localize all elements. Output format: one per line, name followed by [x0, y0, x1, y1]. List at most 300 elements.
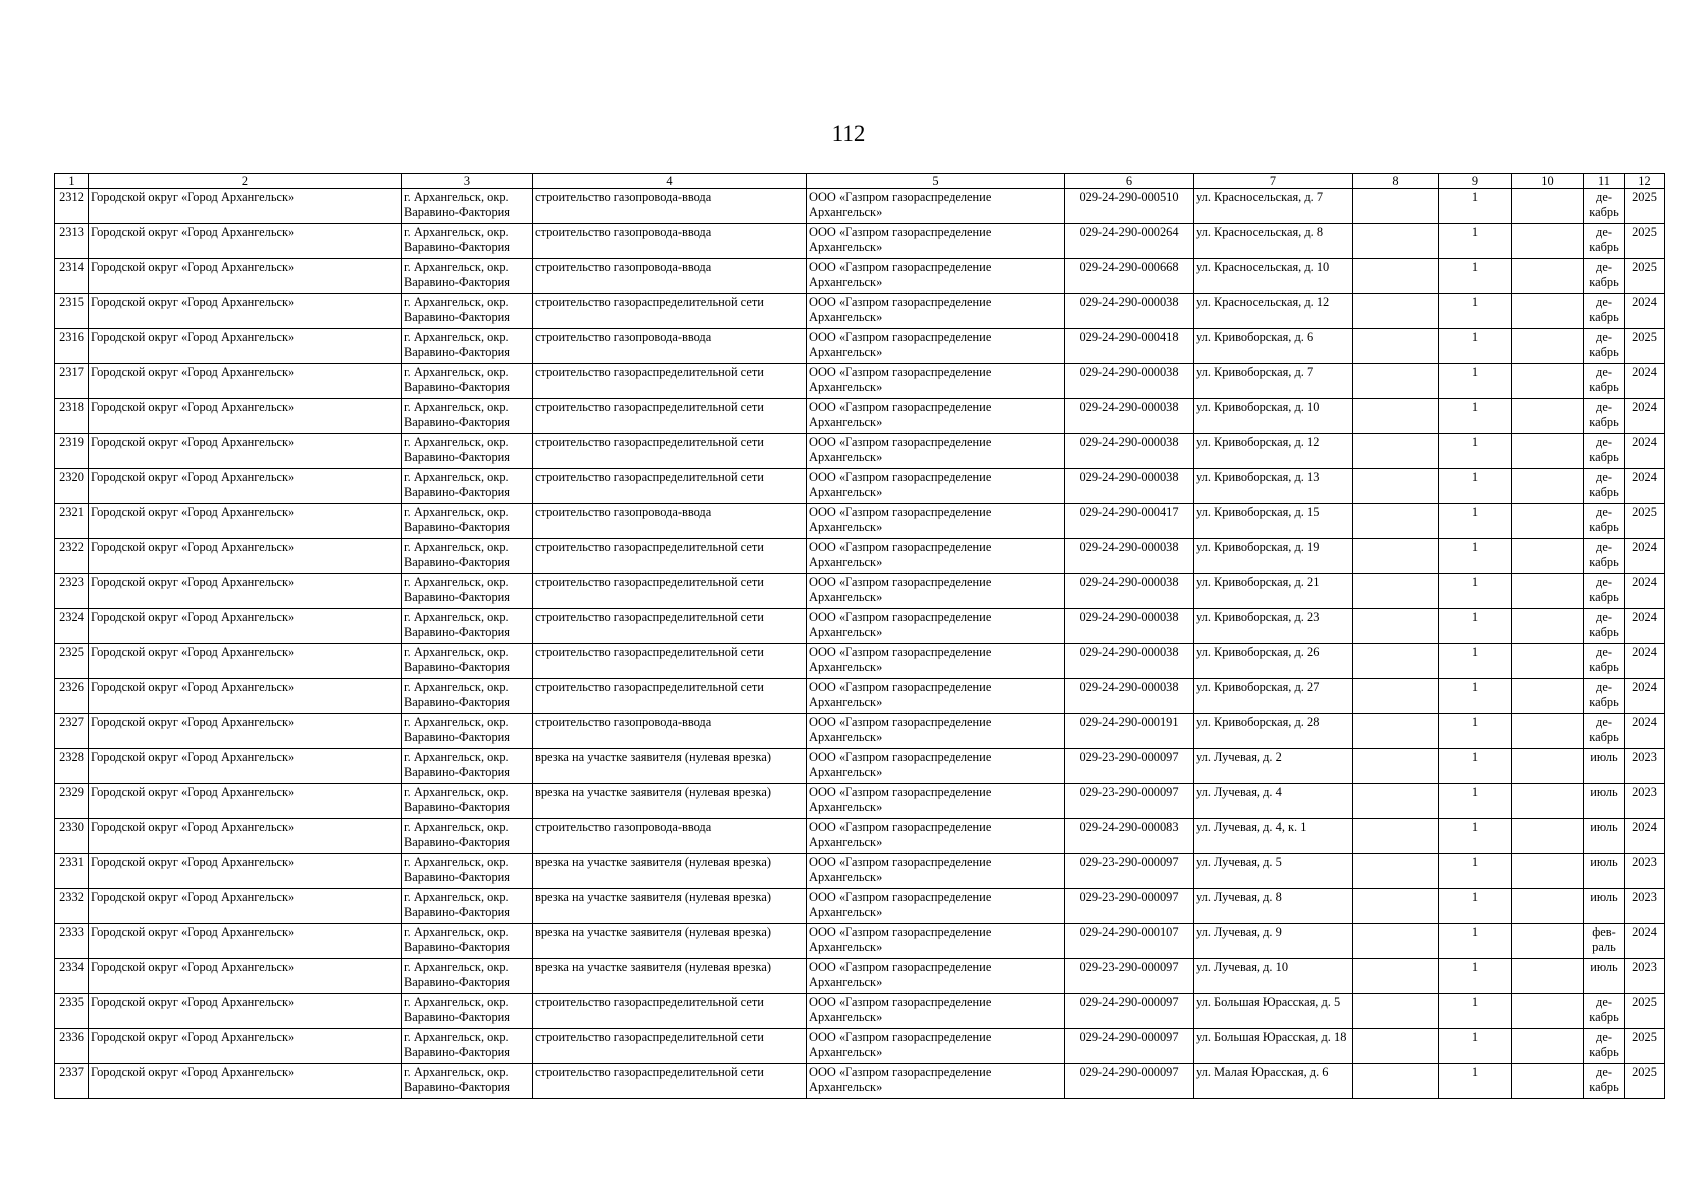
quantity-cell: 1: [1439, 749, 1512, 784]
address-cell: ул. Кривоборская, д. 15: [1194, 504, 1353, 539]
address-cell: ул. Лучевая, д. 4: [1194, 784, 1353, 819]
program-code-cell: 029-24-290-000083: [1065, 819, 1194, 854]
work-type-cell: строительство газораспределительной сети: [533, 609, 807, 644]
table-row: [55, 469, 1665, 504]
month-cell: де-кабрь: [1584, 679, 1625, 714]
location-cell: г. Архангельск, окр. Варавино-Фактория: [402, 434, 533, 469]
organization-cell: ООО «Газпром газораспределение Архангельск»: [807, 224, 1065, 259]
year-cell: 2023: [1625, 889, 1665, 924]
program-code-cell: 029-24-290-000038: [1065, 469, 1194, 504]
location-cell: г. Архангельск, окр. Варавино-Фактория: [402, 749, 533, 784]
column-8-cell: [1353, 539, 1439, 574]
table-body: [55, 174, 1665, 1099]
table-row: [55, 994, 1665, 1029]
year-cell: 2024: [1625, 924, 1665, 959]
program-code-cell: 029-23-290-000097: [1065, 889, 1194, 924]
row-number: 2327: [55, 714, 89, 749]
municipality-cell: Городской округ «Город Архангельск»: [89, 574, 402, 609]
row-number: 2318: [55, 399, 89, 434]
month-cell: фев-раль: [1584, 924, 1625, 959]
row-number: 2320: [55, 469, 89, 504]
column-8-cell: [1353, 469, 1439, 504]
year-cell: 2024: [1625, 679, 1665, 714]
municipality-cell: Городской округ «Город Архангельск»: [89, 469, 402, 504]
column-8-cell: [1353, 399, 1439, 434]
organization-cell: ООО «Газпром газораспределение Архангельск»: [807, 854, 1065, 889]
row-number: 2337: [55, 1064, 89, 1099]
municipality-cell: Городской округ «Город Архангельск»: [89, 329, 402, 364]
year-cell: 2025: [1625, 504, 1665, 539]
work-type-cell: строительство газораспределительной сети: [533, 399, 807, 434]
address-cell: ул. Красносельская, д. 12: [1194, 294, 1353, 329]
row-number: 2314: [55, 259, 89, 294]
month-cell: июль: [1584, 854, 1625, 889]
organization-cell: ООО «Газпром газораспределение Архангельск»: [807, 924, 1065, 959]
column-10-cell: [1512, 399, 1584, 434]
year-cell: 2024: [1625, 819, 1665, 854]
address-cell: ул. Лучевая, д. 8: [1194, 889, 1353, 924]
organization-cell: ООО «Газпром газораспределение Архангельск»: [807, 434, 1065, 469]
program-code-cell: 029-24-290-000038: [1065, 539, 1194, 574]
page-number: 112: [831, 121, 866, 146]
municipality-cell: Городской округ «Город Архангельск»: [89, 294, 402, 329]
program-code-cell: 029-24-290-000038: [1065, 574, 1194, 609]
column-10-cell: [1512, 784, 1584, 819]
column-10-cell: [1512, 259, 1584, 294]
column-10-cell: [1512, 714, 1584, 749]
column-8-cell: [1353, 1029, 1439, 1064]
table-row: [55, 644, 1665, 679]
column-10-cell: [1512, 854, 1584, 889]
program-code-cell: 029-24-290-000038: [1065, 679, 1194, 714]
work-type-cell: строительство газопровода-ввода: [533, 504, 807, 539]
organization-cell: ООО «Газпром газораспределение Архангельск»: [807, 1064, 1065, 1099]
row-number: 2331: [55, 854, 89, 889]
column-10-cell: [1512, 889, 1584, 924]
location-cell: г. Архангельск, окр. Варавино-Фактория: [402, 189, 533, 224]
column-8-cell: [1353, 574, 1439, 609]
column-8-cell: [1353, 294, 1439, 329]
address-cell: ул. Большая Юрасская, д. 5: [1194, 994, 1353, 1029]
location-cell: г. Архангельск, окр. Варавино-Фактория: [402, 224, 533, 259]
organization-cell: ООО «Газпром газораспределение Архангельск»: [807, 609, 1065, 644]
column-8-cell: [1353, 854, 1439, 889]
quantity-cell: 1: [1439, 434, 1512, 469]
address-cell: ул. Большая Юрасская, д. 18: [1194, 1029, 1353, 1064]
work-type-cell: врезка на участке заявителя (нулевая врезка): [533, 784, 807, 819]
row-number: 2315: [55, 294, 89, 329]
location-cell: г. Архангельск, окр. Варавино-Фактория: [402, 1064, 533, 1099]
municipality-cell: Городской округ «Город Архангельск»: [89, 189, 402, 224]
location-cell: г. Архангельск, окр. Варавино-Фактория: [402, 644, 533, 679]
organization-cell: ООО «Газпром газораспределение Архангельск»: [807, 364, 1065, 399]
column-8-cell: [1353, 224, 1439, 259]
table-row: [55, 819, 1665, 854]
column-number: 1: [55, 174, 89, 189]
work-type-cell: строительство газораспределительной сети: [533, 364, 807, 399]
column-10-cell: [1512, 364, 1584, 399]
table-row: [55, 959, 1665, 994]
municipality-cell: Городской округ «Город Архангельск»: [89, 364, 402, 399]
row-number: 2334: [55, 959, 89, 994]
column-number: 10: [1512, 174, 1584, 189]
location-cell: г. Архангельск, окр. Варавино-Фактория: [402, 679, 533, 714]
column-number: 6: [1065, 174, 1194, 189]
row-number: 2336: [55, 1029, 89, 1064]
column-10-cell: [1512, 749, 1584, 784]
organization-cell: ООО «Газпром газораспределение Архангельск»: [807, 644, 1065, 679]
column-10-cell: [1512, 469, 1584, 504]
month-cell: июль: [1584, 819, 1625, 854]
program-code-cell: 029-23-290-000097: [1065, 854, 1194, 889]
month-cell: де-кабрь: [1584, 714, 1625, 749]
column-8-cell: [1353, 504, 1439, 539]
work-type-cell: строительство газопровода-ввода: [533, 819, 807, 854]
work-type-cell: строительство газопровода-ввода: [533, 714, 807, 749]
table-row: [55, 924, 1665, 959]
work-type-cell: строительство газопровода-ввода: [533, 224, 807, 259]
address-cell: ул. Кривоборская, д. 7: [1194, 364, 1353, 399]
organization-cell: ООО «Газпром газораспределение Архангельск»: [807, 539, 1065, 574]
address-cell: ул. Кривоборская, д. 10: [1194, 399, 1353, 434]
register-table: [54, 173, 1665, 1099]
municipality-cell: Городской округ «Город Архангельск»: [89, 399, 402, 434]
month-cell: де-кабрь: [1584, 364, 1625, 399]
location-cell: г. Архангельск, окр. Варавино-Фактория: [402, 574, 533, 609]
location-cell: г. Архангельск, окр. Варавино-Фактория: [402, 784, 533, 819]
organization-cell: ООО «Газпром газораспределение Архангельск»: [807, 574, 1065, 609]
work-type-cell: строительство газопровода-ввода: [533, 189, 807, 224]
column-8-cell: [1353, 189, 1439, 224]
column-number: 12: [1625, 174, 1665, 189]
year-cell: 2025: [1625, 224, 1665, 259]
work-type-cell: строительство газораспределительной сети: [533, 469, 807, 504]
table-row: [55, 259, 1665, 294]
row-number: 2323: [55, 574, 89, 609]
municipality-cell: Городской округ «Город Архангельск»: [89, 784, 402, 819]
quantity-cell: 1: [1439, 714, 1512, 749]
address-cell: ул. Красносельская, д. 7: [1194, 189, 1353, 224]
column-8-cell: [1353, 784, 1439, 819]
month-cell: де-кабрь: [1584, 294, 1625, 329]
column-8-cell: [1353, 924, 1439, 959]
organization-cell: ООО «Газпром газораспределение Архангельск»: [807, 294, 1065, 329]
program-code-cell: 029-24-290-000191: [1065, 714, 1194, 749]
quantity-cell: 1: [1439, 469, 1512, 504]
location-cell: г. Архангельск, окр. Варавино-Фактория: [402, 329, 533, 364]
row-number: 2321: [55, 504, 89, 539]
quantity-cell: 1: [1439, 889, 1512, 924]
quantity-cell: 1: [1439, 1064, 1512, 1099]
location-cell: г. Архангельск, окр. Варавино-Фактория: [402, 1029, 533, 1064]
municipality-cell: Городской округ «Город Архангельск»: [89, 224, 402, 259]
column-10-cell: [1512, 644, 1584, 679]
work-type-cell: врезка на участке заявителя (нулевая врезка): [533, 854, 807, 889]
address-cell: ул. Кривоборская, д. 27: [1194, 679, 1353, 714]
organization-cell: ООО «Газпром газораспределение Архангельск»: [807, 679, 1065, 714]
quantity-cell: 1: [1439, 504, 1512, 539]
location-cell: г. Архангельск, окр. Варавино-Фактория: [402, 259, 533, 294]
column-10-cell: [1512, 574, 1584, 609]
column-10-cell: [1512, 224, 1584, 259]
row-number: 2326: [55, 679, 89, 714]
work-type-cell: строительство газораспределительной сети: [533, 1064, 807, 1099]
program-code-cell: 029-24-290-000038: [1065, 644, 1194, 679]
municipality-cell: Городской округ «Город Архангельск»: [89, 259, 402, 294]
column-8-cell: [1353, 959, 1439, 994]
column-8-cell: [1353, 714, 1439, 749]
column-8-cell: [1353, 609, 1439, 644]
program-code-cell: 029-24-290-000038: [1065, 399, 1194, 434]
month-cell: де-кабрь: [1584, 329, 1625, 364]
year-cell: 2024: [1625, 399, 1665, 434]
location-cell: г. Архангельск, окр. Варавино-Фактория: [402, 924, 533, 959]
quantity-cell: 1: [1439, 784, 1512, 819]
quantity-cell: 1: [1439, 994, 1512, 1029]
address-cell: ул. Красносельская, д. 10: [1194, 259, 1353, 294]
municipality-cell: Городской округ «Город Архангельск»: [89, 539, 402, 574]
column-number: 11: [1584, 174, 1625, 189]
table-row: [55, 189, 1665, 224]
column-10-cell: [1512, 539, 1584, 574]
column-8-cell: [1353, 749, 1439, 784]
column-number: 3: [402, 174, 533, 189]
address-cell: ул. Кривоборская, д. 13: [1194, 469, 1353, 504]
organization-cell: ООО «Газпром газораспределение Архангельск»: [807, 819, 1065, 854]
program-code-cell: 029-24-290-000038: [1065, 364, 1194, 399]
table-row: [55, 539, 1665, 574]
row-number: 2328: [55, 749, 89, 784]
municipality-cell: Городской округ «Город Архангельск»: [89, 644, 402, 679]
table-row: [55, 434, 1665, 469]
municipality-cell: Городской округ «Город Архангельск»: [89, 924, 402, 959]
work-type-cell: врезка на участке заявителя (нулевая врезка): [533, 959, 807, 994]
location-cell: г. Архангельск, окр. Варавино-Фактория: [402, 364, 533, 399]
month-cell: де-кабрь: [1584, 539, 1625, 574]
organization-cell: ООО «Газпром газораспределение Архангельск»: [807, 189, 1065, 224]
work-type-cell: строительство газораспределительной сети: [533, 539, 807, 574]
location-cell: г. Архангельск, окр. Варавино-Фактория: [402, 889, 533, 924]
municipality-cell: Городской округ «Город Архангельск»: [89, 994, 402, 1029]
row-number: 2333: [55, 924, 89, 959]
work-type-cell: строительство газораспределительной сети: [533, 644, 807, 679]
organization-cell: ООО «Газпром газораспределение Архангельск»: [807, 784, 1065, 819]
month-cell: июль: [1584, 784, 1625, 819]
row-number: 2324: [55, 609, 89, 644]
address-cell: ул. Кривоборская, д. 19: [1194, 539, 1353, 574]
row-number: 2316: [55, 329, 89, 364]
address-cell: ул. Кривоборская, д. 12: [1194, 434, 1353, 469]
column-10-cell: [1512, 679, 1584, 714]
row-number: 2332: [55, 889, 89, 924]
month-cell: де-кабрь: [1584, 259, 1625, 294]
month-cell: июль: [1584, 749, 1625, 784]
quantity-cell: 1: [1439, 294, 1512, 329]
location-cell: г. Архангельск, окр. Варавино-Фактория: [402, 609, 533, 644]
year-cell: 2025: [1625, 994, 1665, 1029]
address-cell: ул. Красносельская, д. 8: [1194, 224, 1353, 259]
month-cell: де-кабрь: [1584, 469, 1625, 504]
work-type-cell: строительство газораспределительной сети: [533, 574, 807, 609]
municipality-cell: Городской округ «Город Архангельск»: [89, 504, 402, 539]
table-row: [55, 399, 1665, 434]
year-cell: 2025: [1625, 189, 1665, 224]
location-cell: г. Архангельск, окр. Варавино-Фактория: [402, 294, 533, 329]
month-cell: де-кабрь: [1584, 434, 1625, 469]
table-row: [55, 609, 1665, 644]
column-10-cell: [1512, 819, 1584, 854]
month-cell: де-кабрь: [1584, 1029, 1625, 1064]
organization-cell: ООО «Газпром газораспределение Архангельск»: [807, 889, 1065, 924]
work-type-cell: строительство газораспределительной сети: [533, 994, 807, 1029]
municipality-cell: Городской округ «Город Архангельск»: [89, 714, 402, 749]
column-10-cell: [1512, 994, 1584, 1029]
program-code-cell: 029-24-290-000097: [1065, 1064, 1194, 1099]
column-10-cell: [1512, 329, 1584, 364]
quantity-cell: 1: [1439, 854, 1512, 889]
address-cell: ул. Малая Юрасская, д. 6: [1194, 1064, 1353, 1099]
table-row: [55, 574, 1665, 609]
table-row: [55, 1064, 1665, 1099]
work-type-cell: строительство газораспределительной сети: [533, 679, 807, 714]
table-row: [55, 889, 1665, 924]
column-8-cell: [1353, 644, 1439, 679]
location-cell: г. Архангельск, окр. Варавино-Фактория: [402, 854, 533, 889]
row-number: 2335: [55, 994, 89, 1029]
row-number: 2317: [55, 364, 89, 399]
column-number: 7: [1194, 174, 1353, 189]
column-8-cell: [1353, 1064, 1439, 1099]
month-cell: июль: [1584, 889, 1625, 924]
row-number: 2313: [55, 224, 89, 259]
address-cell: ул. Лучевая, д. 4, к. 1: [1194, 819, 1353, 854]
year-cell: 2024: [1625, 574, 1665, 609]
organization-cell: ООО «Газпром газораспределение Архангельск»: [807, 1029, 1065, 1064]
municipality-cell: Городской округ «Город Архангельск»: [89, 854, 402, 889]
year-cell: 2024: [1625, 364, 1665, 399]
column-10-cell: [1512, 504, 1584, 539]
municipality-cell: Городской округ «Город Архангельск»: [89, 679, 402, 714]
organization-cell: ООО «Газпром газораспределение Архангельск»: [807, 399, 1065, 434]
work-type-cell: врезка на участке заявителя (нулевая врезка): [533, 889, 807, 924]
column-10-cell: [1512, 189, 1584, 224]
column-number: 9: [1439, 174, 1512, 189]
municipality-cell: Городской округ «Город Архангельск»: [89, 749, 402, 784]
program-code-cell: 029-24-290-000418: [1065, 329, 1194, 364]
column-8-cell: [1353, 679, 1439, 714]
work-type-cell: врезка на участке заявителя (нулевая врезка): [533, 924, 807, 959]
location-cell: г. Архангельск, окр. Варавино-Фактория: [402, 469, 533, 504]
column-8-cell: [1353, 819, 1439, 854]
column-10-cell: [1512, 609, 1584, 644]
organization-cell: ООО «Газпром газораспределение Архангельск»: [807, 259, 1065, 294]
address-cell: ул. Лучевая, д. 10: [1194, 959, 1353, 994]
program-code-cell: 029-23-290-000097: [1065, 784, 1194, 819]
address-cell: ул. Лучевая, д. 5: [1194, 854, 1353, 889]
column-10-cell: [1512, 924, 1584, 959]
municipality-cell: Городской округ «Город Архангельск»: [89, 959, 402, 994]
month-cell: де-кабрь: [1584, 399, 1625, 434]
quantity-cell: 1: [1439, 959, 1512, 994]
year-cell: 2024: [1625, 294, 1665, 329]
table-row: [55, 224, 1665, 259]
quantity-cell: 1: [1439, 679, 1512, 714]
table-row: [55, 1029, 1665, 1064]
month-cell: де-кабрь: [1584, 644, 1625, 679]
quantity-cell: 1: [1439, 574, 1512, 609]
program-code-cell: 029-23-290-000097: [1065, 959, 1194, 994]
address-cell: ул. Лучевая, д. 2: [1194, 749, 1353, 784]
column-10-cell: [1512, 1029, 1584, 1064]
row-number: 2330: [55, 819, 89, 854]
program-code-cell: 029-24-290-000097: [1065, 1029, 1194, 1064]
work-type-cell: врезка на участке заявителя (нулевая врезка): [533, 749, 807, 784]
organization-cell: ООО «Газпром газораспределение Архангельск»: [807, 959, 1065, 994]
table-row: [55, 364, 1665, 399]
year-cell: 2023: [1625, 784, 1665, 819]
row-number: 2322: [55, 539, 89, 574]
municipality-cell: Городской округ «Город Архангельск»: [89, 434, 402, 469]
work-type-cell: строительство газораспределительной сети: [533, 434, 807, 469]
quantity-cell: 1: [1439, 539, 1512, 574]
organization-cell: ООО «Газпром газораспределение Архангельск»: [807, 994, 1065, 1029]
program-code-cell: 029-24-290-000510: [1065, 189, 1194, 224]
location-cell: г. Архангельск, окр. Варавино-Фактория: [402, 994, 533, 1029]
program-code-cell: 029-24-290-000038: [1065, 434, 1194, 469]
location-cell: г. Архангельск, окр. Варавино-Фактория: [402, 819, 533, 854]
table-row: [55, 679, 1665, 714]
row-number: 2312: [55, 189, 89, 224]
column-number: 8: [1353, 174, 1439, 189]
quantity-cell: 1: [1439, 224, 1512, 259]
column-number: 5: [807, 174, 1065, 189]
year-cell: 2024: [1625, 714, 1665, 749]
month-cell: де-кабрь: [1584, 224, 1625, 259]
row-number: 2325: [55, 644, 89, 679]
column-number: 2: [89, 174, 402, 189]
year-cell: 2024: [1625, 644, 1665, 679]
work-type-cell: строительство газораспределительной сети: [533, 294, 807, 329]
quantity-cell: 1: [1439, 189, 1512, 224]
program-code-cell: 029-24-290-000097: [1065, 994, 1194, 1029]
quantity-cell: 1: [1439, 1029, 1512, 1064]
program-code-cell: 029-24-290-000107: [1065, 924, 1194, 959]
month-cell: де-кабрь: [1584, 189, 1625, 224]
location-cell: г. Архангельск, окр. Варавино-Фактория: [402, 959, 533, 994]
year-cell: 2023: [1625, 854, 1665, 889]
quantity-cell: 1: [1439, 364, 1512, 399]
organization-cell: ООО «Газпром газораспределение Архангельск»: [807, 329, 1065, 364]
municipality-cell: Городской округ «Город Архангельск»: [89, 1029, 402, 1064]
program-code-cell: 029-24-290-000417: [1065, 504, 1194, 539]
year-cell: 2025: [1625, 1064, 1665, 1099]
program-code-cell: 029-24-290-000668: [1065, 259, 1194, 294]
organization-cell: ООО «Газпром газораспределение Архангельск»: [807, 469, 1065, 504]
address-cell: ул. Кривоборская, д. 28: [1194, 714, 1353, 749]
table-row: [55, 714, 1665, 749]
year-cell: 2025: [1625, 1029, 1665, 1064]
location-cell: г. Архангельск, окр. Варавино-Фактория: [402, 399, 533, 434]
quantity-cell: 1: [1439, 399, 1512, 434]
column-10-cell: [1512, 294, 1584, 329]
address-cell: ул. Кривоборская, д. 21: [1194, 574, 1353, 609]
address-cell: ул. Кривоборская, д. 26: [1194, 644, 1353, 679]
quantity-cell: 1: [1439, 609, 1512, 644]
organization-cell: ООО «Газпром газораспределение Архангельск»: [807, 749, 1065, 784]
municipality-cell: Городской округ «Город Архангельск»: [89, 1064, 402, 1099]
column-10-cell: [1512, 1064, 1584, 1099]
municipality-cell: Городской округ «Город Архангельск»: [89, 819, 402, 854]
